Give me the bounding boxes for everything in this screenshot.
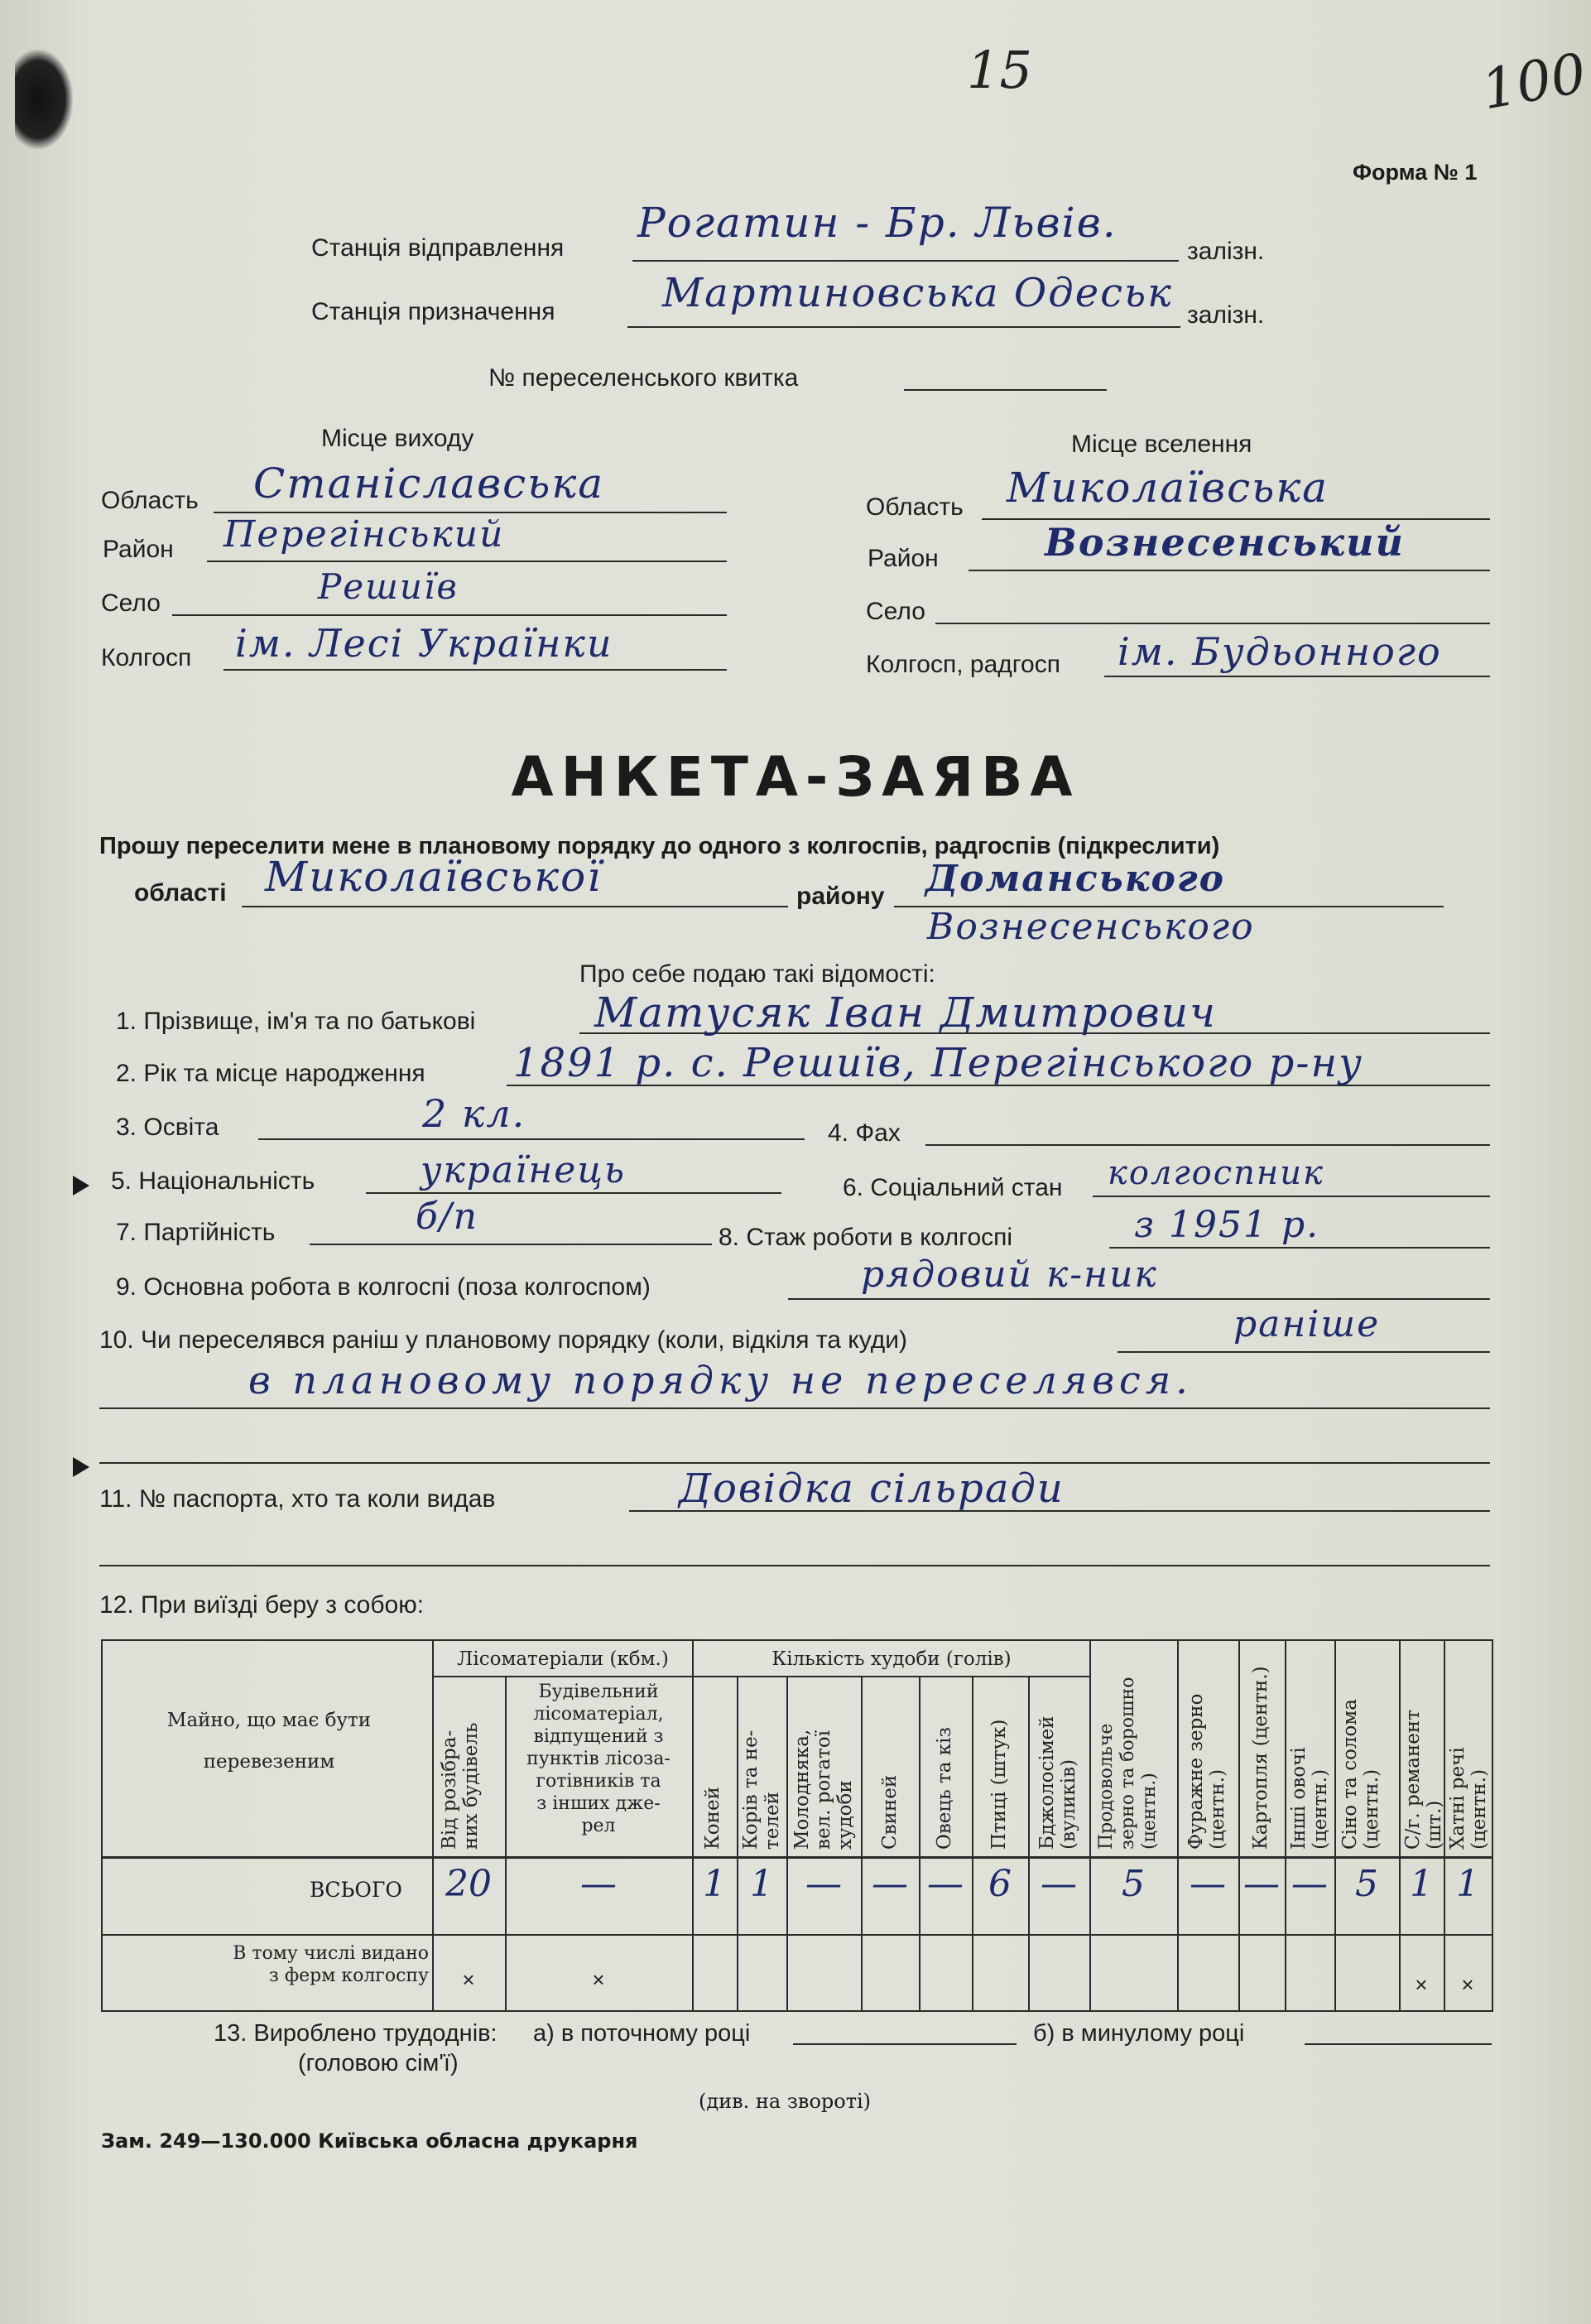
origin-raion-value: Перегінський [224, 513, 505, 556]
lumber-group-header: Лісоматеріали (кбм.) [457, 1648, 669, 1670]
field-7-line [310, 1244, 712, 1245]
col-cows-line-2: телей [762, 1792, 783, 1850]
col-dismantled-header [439, 1684, 482, 1850]
field-8-line [1109, 1247, 1490, 1249]
departure-value: Рогатин - Бр. Львів. [637, 199, 1118, 247]
origin-kolhosp-value: ім. Лесі Українки [235, 621, 613, 666]
field-7-label: 7. Партійність [116, 1219, 276, 1246]
workdays-previous-label: б) в минулому році [1033, 2020, 1245, 2047]
col-young-line-3: худоби [834, 1780, 856, 1850]
field-11-line-2 [99, 1565, 1490, 1566]
field-2-value: 1891 р. с. Решиїв, Перегінського р-ну [513, 1040, 1363, 1086]
col-building-line: лісоматеріал, [533, 1704, 664, 1725]
col-hay-header [1339, 1648, 1382, 1850]
col-line [972, 1676, 973, 2010]
total-cell: — [805, 1863, 842, 1905]
col-line [1285, 1639, 1286, 2010]
field-10-label: 10. Чи переселявся раніш у плановому порядку (коли, відкіля та куди) [99, 1326, 908, 1354]
row-farm-label [106, 1942, 429, 1987]
margin-notch [73, 1176, 89, 1196]
folio-mark: 100 [1477, 41, 1591, 123]
ticket-label: № переселенського квитка [488, 364, 799, 392]
col-line [919, 1676, 920, 2010]
col-line [1334, 1639, 1336, 2010]
origin-selo-label: Село [101, 589, 161, 617]
request-text: Прошу переселити мене в плановому порядку до одного з колгоспів, радгоспів (підкреслити) [99, 833, 1220, 859]
col-food-grain-line-2: зерно та борошно [1118, 1677, 1138, 1850]
field-9-line [788, 1298, 1490, 1300]
field-5-label: 5. Національність [111, 1167, 315, 1195]
col-cows-header [740, 1684, 783, 1850]
col-property-line-2: перевезеним [203, 1751, 335, 1773]
request-raion-label: району [796, 883, 885, 910]
col-building-header [507, 1681, 690, 1837]
col-line [1177, 1639, 1179, 2010]
col-vegetables-line-2: (центн.) [1310, 1768, 1331, 1850]
destination-kolhosp-line [1104, 676, 1490, 677]
total-cell: 20 [445, 1863, 492, 1905]
col-bees-line-2: (вуликів) [1058, 1759, 1079, 1850]
arrival-value: Мартиновська Одеськ [662, 270, 1173, 316]
total-cell: 1 [1410, 1863, 1433, 1905]
field-1-value: Матусяк Іван Дмитрович [594, 989, 1218, 1037]
total-cell: 5 [1122, 1863, 1145, 1905]
table-header-divider [101, 1856, 1492, 1859]
livestock-group-header: Кількість худоби (голів) [771, 1648, 1012, 1670]
col-building-line: Будівельний [538, 1682, 659, 1702]
margin-notch [73, 1457, 89, 1477]
col-food-grain-header [1096, 1648, 1161, 1850]
field-10-value-2: в плановому порядку не переселявся. [248, 1358, 1193, 1403]
origin-raion-line [207, 561, 727, 562]
farm-cell-mark: × [592, 1967, 605, 1992]
col-fodder-header [1185, 1648, 1228, 1850]
field-7-value: б/п [416, 1196, 479, 1238]
table-row-divider [101, 1934, 1492, 1936]
col-hay-line-1: Сіно та солома [1339, 1699, 1361, 1850]
col-building-line: відпущений з [533, 1726, 664, 1747]
field-12-label: 12. При виїзді беру з собою: [99, 1591, 425, 1619]
origin-oblast-label: Область [101, 487, 199, 514]
form-title: АНКЕТА-ЗАЯВА [511, 745, 1080, 809]
origin-kolhosp-line [224, 669, 727, 671]
arrival-label: Станція призначення [311, 298, 555, 325]
col-household-header [1447, 1648, 1490, 1850]
col-bees-header [1036, 1684, 1079, 1850]
field-6-line [1093, 1196, 1490, 1197]
field-10-line-2 [99, 1407, 1490, 1409]
field-2-label: 2. Рік та місце народження [116, 1060, 425, 1087]
request-raion-value-2: Вознесенського [927, 906, 1255, 948]
col-bees-line-1: Бджолосімей [1036, 1715, 1058, 1850]
request-oblast-label: області [134, 879, 227, 907]
field-3-label: 3. Освіта [116, 1114, 219, 1141]
field-4-label: 4. Фах [828, 1119, 901, 1147]
livestock-group-divider [692, 1676, 1089, 1677]
col-household-line-2: (центн.) [1468, 1768, 1490, 1850]
col-line [786, 1676, 788, 2010]
row-farm-label-line-1: В тому числі видано [233, 1943, 429, 1964]
col-equipment-line-2: (шт.) [1424, 1800, 1445, 1850]
col-building-line: пунктів лісоза- [526, 1749, 671, 1769]
destination-kolhosp-label: Колгосп, радгосп [866, 651, 1060, 678]
field-5-line [366, 1192, 781, 1194]
col-hay-line-2: (центн.) [1361, 1768, 1382, 1850]
col-line [861, 1676, 863, 2010]
field-4-line [925, 1144, 1490, 1146]
field-8-label: 8. Стаж роботи в колгоспі [719, 1224, 1013, 1251]
col-dismantled-line-1: Від розібра- [439, 1730, 460, 1850]
arrival-rail-suffix: залізн. [1187, 301, 1265, 329]
field-9-label: 9. Основна робота в колгоспі (поза колгоспом) [116, 1273, 651, 1301]
col-equipment-line-1: С/г. реманент [1402, 1710, 1424, 1850]
col-line [1399, 1639, 1401, 2010]
total-cell: — [872, 1863, 908, 1905]
col-vegetables-header [1288, 1648, 1331, 1850]
col-sheep-header: Овець та кіз [934, 1726, 955, 1850]
total-cell: — [1041, 1863, 1077, 1905]
col-poultry-header: Птиці (штук) [988, 1719, 1010, 1850]
total-cell: — [580, 1863, 617, 1905]
col-horses-header: Коней [702, 1787, 723, 1850]
field-10-line-3 [99, 1462, 1490, 1464]
origin-oblast-value: Станіславська [253, 460, 605, 508]
col-line [692, 1639, 694, 2010]
workdays-current-line [793, 2043, 1017, 2045]
field-8-value: з 1951 р. [1134, 1204, 1320, 1246]
col-cows-line-1: Корів та не- [740, 1730, 762, 1850]
total-cell: — [1291, 1863, 1328, 1905]
intro-text: Про себе подаю такі відомості: [579, 960, 935, 988]
origin-kolhosp-label: Колгосп [101, 644, 192, 671]
total-cell: — [927, 1863, 964, 1905]
request-oblast-value: Миколаївської [265, 853, 603, 901]
col-line [1089, 1639, 1091, 2010]
col-young-line-1: Молодняка, [791, 1729, 813, 1850]
field-5-value: українець [421, 1149, 626, 1191]
col-young-line-2: вел. рогатої [813, 1730, 834, 1850]
workdays-previous-line [1305, 2043, 1492, 2045]
field-10-value-1: раніше [1233, 1303, 1381, 1345]
col-young-header [791, 1684, 856, 1850]
col-pigs-header: Свиней [879, 1774, 901, 1850]
workdays-sublabel: (головою сім'ї) [298, 2050, 459, 2076]
col-household-line-1: Хатні речі [1447, 1747, 1468, 1850]
col-property-line-1: Майно, що має бути [166, 1710, 372, 1731]
destination-kolhosp-value: ім. Будьонного [1118, 629, 1442, 674]
field-3-value: 2 кл. [422, 1091, 526, 1136]
col-fodder-line-2: (центн.) [1207, 1768, 1228, 1850]
col-line [737, 1676, 738, 2010]
destination-raion-line [969, 570, 1490, 571]
departure-rail-suffix: залізн. [1187, 238, 1265, 265]
destination-raion-value: Вознесенський [1045, 520, 1405, 565]
binder-hole [15, 50, 73, 149]
total-cell: 6 [988, 1863, 1012, 1905]
request-oblast-line [242, 906, 788, 907]
col-line [1028, 1676, 1030, 2010]
col-dismantled-line-2: них будівель [460, 1722, 482, 1850]
field-1-label: 1. Прізвище, ім'я та по батькові [116, 1008, 476, 1035]
destination-raion-label: Район [868, 545, 939, 572]
field-10-line [1118, 1351, 1490, 1353]
col-line [1238, 1639, 1240, 2010]
total-cell: — [1190, 1863, 1226, 1905]
col-building-line: готівників та [536, 1771, 661, 1792]
arrival-line [627, 326, 1180, 328]
col-potato-header: Картопля (центн.) [1250, 1666, 1271, 1850]
workdays-current-label: а) в поточному році [533, 2020, 751, 2047]
row-farm-label-line-2: з ферм колгоспу [268, 1966, 429, 1986]
workdays-label: 13. Вироблено трудоднів: [214, 2020, 497, 2047]
col-line [432, 1639, 434, 2010]
origin-selo-line [172, 614, 727, 616]
field-9-value: рядовий к-ник [861, 1253, 1158, 1296]
farm-cell-mark: × [462, 1967, 475, 1992]
col-fodder-line-1: Фуражне зерно [1185, 1693, 1207, 1850]
total-cell: 1 [750, 1863, 773, 1905]
request-raion-value: Доманського [925, 858, 1225, 900]
destination-oblast-value: Миколаївська [1007, 464, 1329, 512]
col-vegetables-line-1: Інші овочі [1288, 1747, 1310, 1850]
farm-cell-mark: × [1415, 1972, 1428, 1997]
destination-selo-label: Село [866, 598, 925, 625]
origin-heading: Місце виходу [321, 425, 474, 452]
field-11-label: 11. № паспорта, хто та коли видав [99, 1485, 496, 1513]
page-number-mark: 15 [967, 40, 1032, 100]
lumber-group-divider [432, 1676, 692, 1677]
total-cell: — [1243, 1863, 1280, 1905]
col-food-grain-line-3: (центн.) [1139, 1773, 1160, 1850]
field-6-label: 6. Соціальний стан [843, 1174, 1063, 1201]
origin-selo-value: Решиїв [318, 566, 459, 607]
form-number: Форма № 1 [1353, 160, 1478, 185]
row-total-label: ВСЬОГО [310, 1878, 402, 1902]
col-building-line: рел [581, 1816, 616, 1836]
field-11-value: Довідка сільради [679, 1465, 1065, 1512]
destination-heading: Місце вселення [1071, 431, 1252, 458]
field-6-value: колгоспник [1108, 1154, 1324, 1192]
farm-cell-mark: × [1461, 1972, 1474, 1997]
departure-line [632, 260, 1179, 262]
printer-imprint: Зам. 249—130.000 Київська обласна друкарня [101, 2129, 638, 2153]
total-cell: 5 [1355, 1863, 1378, 1905]
col-equipment-header [1402, 1648, 1445, 1850]
see-reverse-note: (див. на звороті) [699, 2090, 872, 2113]
destination-oblast-label: Область [866, 493, 964, 521]
destination-selo-line [935, 623, 1490, 624]
ticket-line [904, 389, 1107, 391]
col-property-header [116, 1709, 422, 1773]
total-cell: 1 [703, 1863, 726, 1905]
departure-label: Станція відправлення [311, 234, 565, 262]
origin-raion-label: Район [103, 536, 174, 563]
field-3-line [258, 1138, 805, 1140]
col-building-line: з інших дже- [536, 1793, 661, 1814]
total-cell: 1 [1456, 1863, 1479, 1905]
col-food-grain-line-1: Продовольче [1096, 1723, 1117, 1850]
